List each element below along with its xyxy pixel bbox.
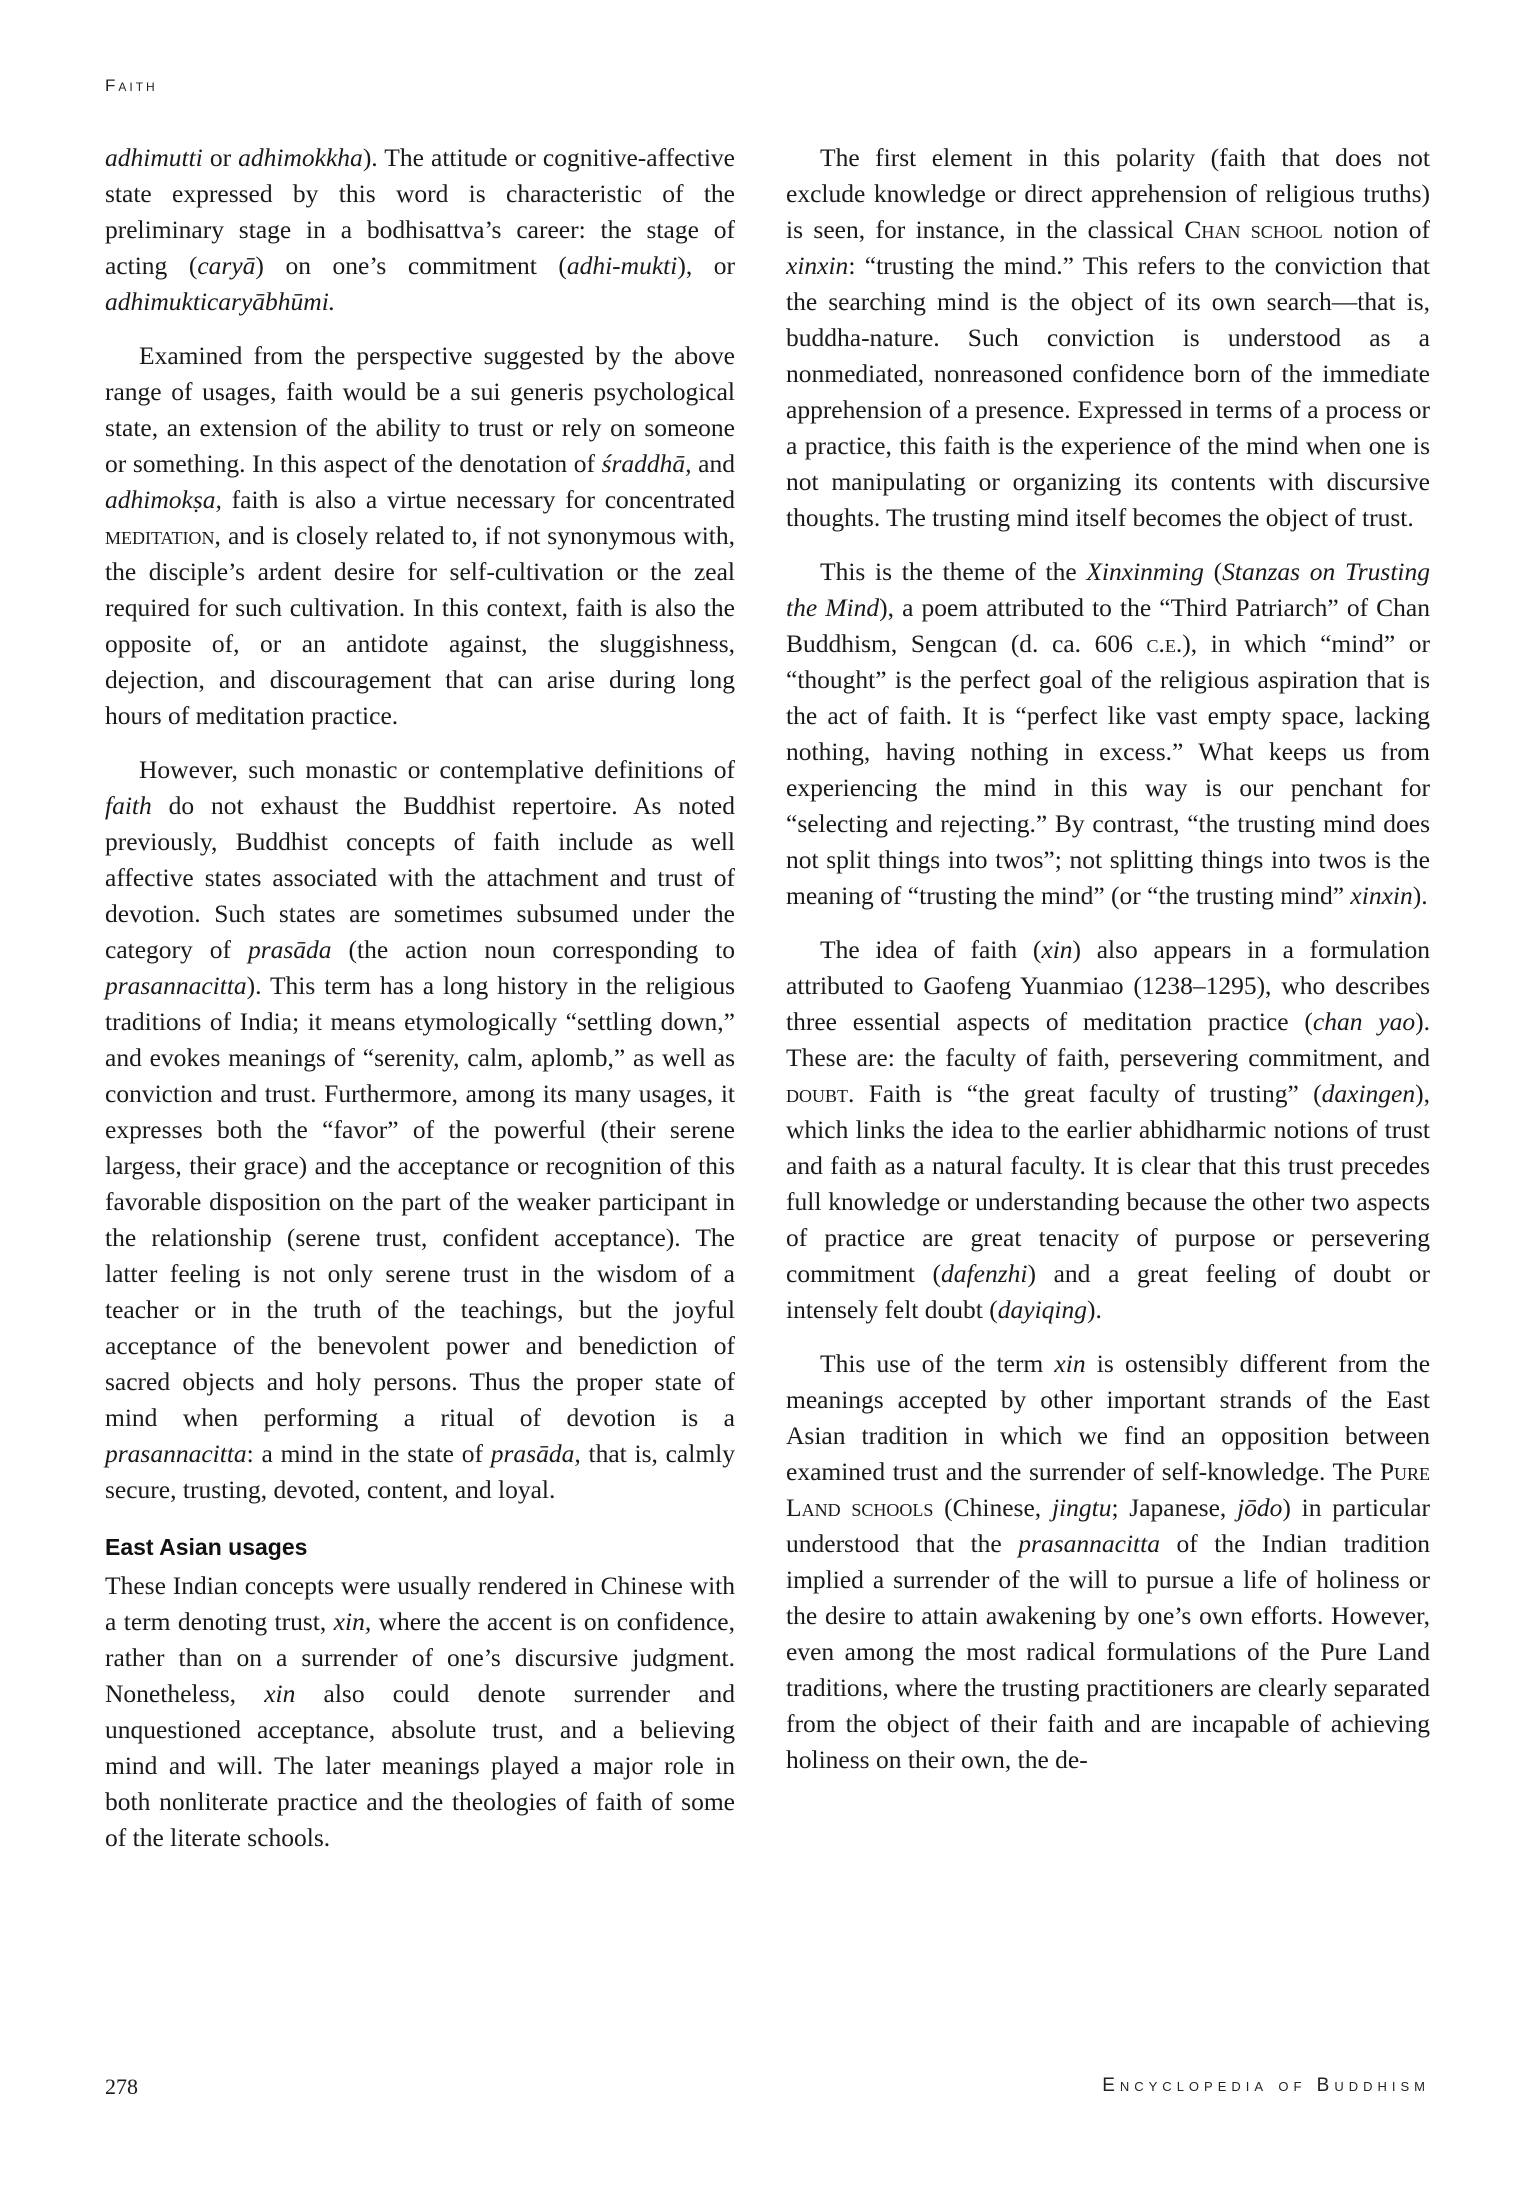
text-run: ) also appears in a formulation attributed to Gaofeng Yuanmiao (1238–1295), who describes three essential aspects of meditation practice ( — [786, 935, 1431, 1036]
text-run: where the accent is on confidence, rather than on a surrender of one’s discursive judgment. Nonetheless, — [105, 1607, 735, 1708]
italic-term: adhimokkha — [238, 143, 363, 172]
italic-term: adhi-mukti — [566, 251, 678, 280]
text-run: Examined from the perspective suggested by the above range of usages, faith would be a sui generis psychological state, an extension of the ability to trust or rely on someone or something. In this aspect of the denotation of — [105, 341, 735, 478]
text-run: ), a poem attributed to the “Third Patriarch” of Chan Buddhism, Sengcan (d. ca. 606 — [786, 593, 1430, 658]
text-run: However, such monastic or contemplative definitions of — [139, 755, 735, 784]
text-run: (Chinese, — [933, 1493, 1052, 1522]
text-run: ). The attitude or cognitive-affective state expressed by this word is characteristic of the preliminary stage in a bodhisattva’s career: the stage of acting ( — [105, 143, 735, 280]
italic-term: prasannacitta — [105, 971, 247, 1000]
italic-term: xin — [1041, 935, 1073, 964]
section-heading: East Asian usages — [105, 1534, 308, 1560]
italic-term: xin, — [333, 1607, 372, 1636]
paragraph — [105, 752, 735, 1508]
right-column — [786, 140, 1430, 1796]
text-run: do not exhaust the Buddhist repertoire. As noted previously, Buddhist concepts of faith include as well affective states associated with the attachment and trust of devotion. Such states are sometimes subsumed under the category of — [105, 791, 735, 964]
italic-term: prasannacitta — [105, 1439, 247, 1468]
text-run: is ostensibly different from the meanings accepted by other important strands of the East Asian tradition in which we find an opposition between examined trust and the surrender of self-knowledge. The — [786, 1349, 1431, 1486]
text-run: . Faith is “the great faculty of trusting” ( — [848, 1079, 1322, 1108]
text-run: of the Indian tradition implied a surrender of the will to pursue a life of holiness or the desire to attain awakening by one’s own efforts. However, even among the most radical formulations of the Pure Land traditions, where the trusting practitioners are clearly separated from the object of their faith and are incapable of achieving holiness on their own, the de- — [786, 1529, 1430, 1774]
italic-term: chan yao — [1312, 1007, 1416, 1036]
text-run: ), in which “mind” or “thought” is the perfect goal of the religious aspiration that is the act of faith. It is “perfect like vast empty space, lacking nothing, having nothing in excess.” What keeps us from experiencing the mind in this way is our penchant for “selecting and rejecting.” By contrast, “the trusting mind does not split things into twos”; not splitting things into twos is the meaning of “trusting the mind” (or “the trusting mind” — [786, 629, 1430, 910]
cross-reference: Pure Land schools — [786, 1457, 1430, 1522]
text-run: : a mind in the state of — [246, 1439, 491, 1468]
text-run: These Indian concepts were usually rendered in Chinese with a term denoting trust, — [105, 1571, 735, 1636]
italic-term: jingtu — [1051, 1493, 1112, 1522]
italic-term: xinxin — [786, 251, 849, 280]
text-run: The first element in this polarity (faith that does not exclude knowledge or direct apprehension of religious truths) is seen, for instance, in the classical — [786, 143, 1430, 244]
italic-term: Stanzas on Trusting the Mind — [786, 557, 1430, 622]
paragraph — [786, 140, 1430, 536]
text-run: ). This term has a long history in the religious traditions of India; it means etymologically “settling down,” and evokes meanings of “serenity, calm, aplomb,” as well as conviction and trust. Furthermore, among its many usages, it expresses both the “favor” of the powerful (their serene largess, their grace) and the acceptance or recognition of this favorable disposition on the part of the weaker participant in the relationship (serene trust, confident acceptance). The latter feeling is not only serene trust in the wisdom of a teacher or in the truth of the teachings, but the joyful acceptance of the benevolent power and benediction of sacred objects and holy persons. Thus the proper state of mind when performing a ritual of devotion is a — [105, 971, 735, 1432]
italic-term: śraddhā, — [601, 449, 692, 478]
cross-reference: c.e. — [1146, 629, 1183, 658]
text-run: ( — [1203, 557, 1223, 586]
page-number: 278 — [105, 2074, 138, 2099]
text-run: also could denote surrender and unquestioned acceptance, absolute trust, and a believing mind and will. The later meanings played a major role in both nonliterate practice and the theologies of faith of some of the literate schools. — [105, 1679, 735, 1852]
text-run: ). These are: the faculty of faith, persevering commitment, and — [786, 1007, 1430, 1072]
italic-term: adhimokṣa, — [105, 485, 222, 514]
italic-term: Xinxinming — [1086, 557, 1204, 586]
cross-reference: meditation — [105, 521, 215, 550]
italic-term: jōdo — [1237, 1493, 1283, 1522]
paragraph — [786, 1346, 1430, 1778]
text-run: ) on one’s commitment ( — [255, 251, 567, 280]
text-run: ; Japanese, — [1111, 1493, 1238, 1522]
italic-term: prasāda, — [490, 1439, 581, 1468]
italic-term: prasāda — [247, 935, 332, 964]
paragraph — [105, 338, 735, 734]
italic-term: xin — [1054, 1349, 1086, 1378]
paragraph — [786, 932, 1430, 1328]
publication-title: Encyclopedia of Buddhism — [1102, 2075, 1430, 2096]
cross-reference: Chan school — [1184, 215, 1323, 244]
text-run: notion of — [1322, 215, 1430, 244]
text-run: ) and a great feeling of doubt or intensely felt doubt ( — [786, 1259, 1430, 1324]
text-run: : “trusting the mind.” This refers to the conviction that the searching mind is the object of its own search—that is, buddha-nature. Such conviction is understood as a nonmediated, nonreasoned confidence born of the immediate apprehension of a presence. Expressed in terms of a process or a practice, this faith is the experience of the mind when one is not manipulating or organizing its contents with discursive thoughts. The trusting mind itself becomes the object of trust. — [786, 251, 1430, 532]
text-run: faith is also a virtue necessary for concentrated — [221, 485, 735, 514]
italic-term: prasannacitta — [1018, 1529, 1160, 1558]
paragraph — [786, 554, 1430, 914]
text-run: ), which links the idea to the earlier abhidharmic notions of trust and faith as a natural faculty. It is clear that this trust precedes full knowledge or understanding because the other two aspects of practice are great tenacity of purpose or persevering commitment ( — [786, 1079, 1430, 1288]
paragraph — [105, 1568, 735, 1856]
text-run: This use of the term — [820, 1349, 1055, 1378]
running-head-title: Faith — [105, 76, 158, 95]
text-run: ). — [1412, 881, 1428, 910]
italic-term: xinxin — [1350, 881, 1413, 910]
left-column — [105, 140, 735, 1874]
paragraph — [105, 140, 735, 320]
italic-term: daxingen — [1321, 1079, 1416, 1108]
text-run: ), or — [677, 251, 735, 280]
text-run: The idea of faith ( — [820, 935, 1042, 964]
text-run: and — [691, 449, 735, 478]
italic-term: adhimutti — [105, 143, 203, 172]
cross-reference: doubt — [786, 1079, 848, 1108]
italic-term: xin — [264, 1679, 296, 1708]
italic-term: adhimukticaryābhūmi. — [105, 287, 336, 316]
text-run: ). — [1087, 1295, 1102, 1324]
text-run: or — [202, 143, 239, 172]
text-run: that is, calmly secure, trusting, devoted, content, and loyal. — [105, 1439, 736, 1504]
italic-term: caryā — [197, 251, 256, 280]
text-run: (the action noun corresponding to — [331, 935, 735, 964]
italic-term: faith — [105, 791, 152, 820]
text-run: This is the theme of the — [820, 557, 1087, 586]
italic-term: dafenzhi — [941, 1259, 1028, 1288]
text-run: , and is closely related to, if not synonymous with, the disciple’s ardent desire for self-cultivation or the zeal required for such cultivation. In this context, faith is also the opposite of, or an antidote against, the sluggishness, dejection, and discouragement that can arise during long hours of meditation practice. — [105, 521, 735, 730]
italic-term: dayiqing — [997, 1295, 1087, 1324]
text-run: ) in particular understood that the — [786, 1493, 1430, 1558]
